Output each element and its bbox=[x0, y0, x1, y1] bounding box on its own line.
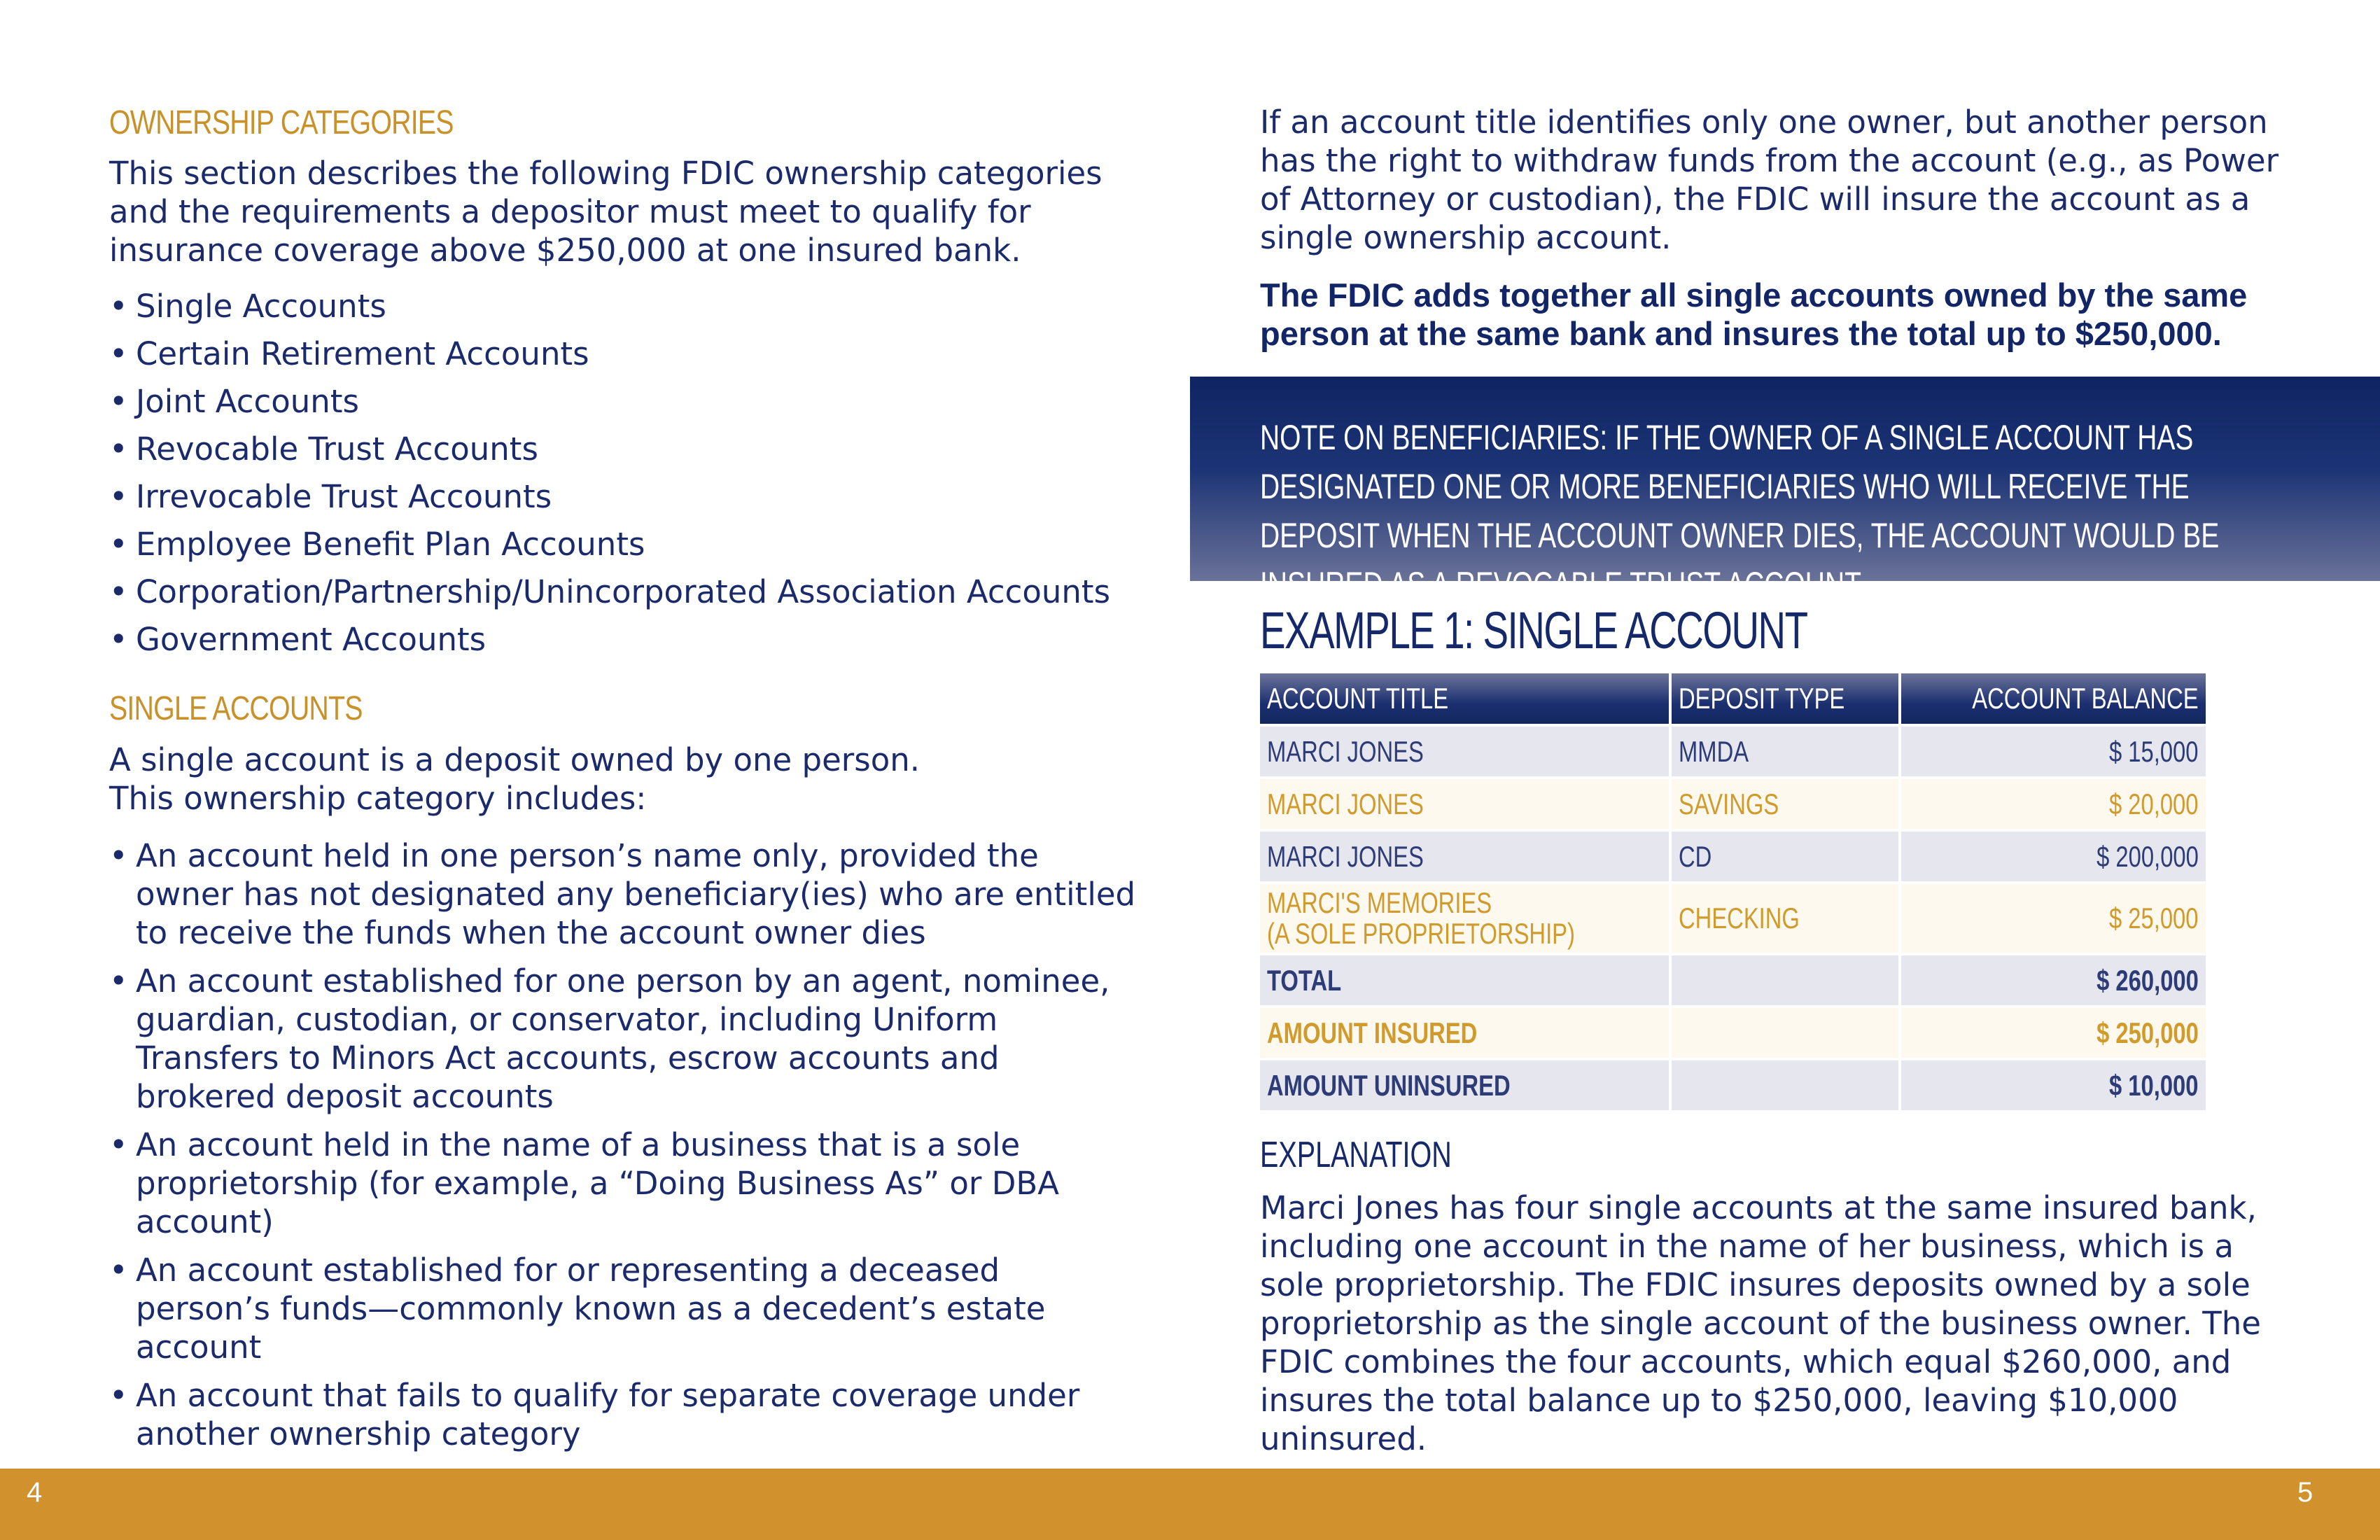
category-list bbox=[109, 283, 1159, 664]
cell-balance: $ 15,000 bbox=[1900, 725, 2207, 778]
cell-deposit-type: CD bbox=[1670, 830, 1900, 883]
header-account-balance: ACCOUNT BALANCE bbox=[1900, 673, 2207, 725]
right-page-number: 5 bbox=[2297, 1477, 2314, 1508]
uninsured-row bbox=[1260, 1059, 2207, 1112]
cell-uninsured-label: AMOUNT UNINSURED bbox=[1260, 1059, 1670, 1112]
table-header-row bbox=[1260, 673, 2207, 725]
list-item: • Irrevocable Trust Accounts bbox=[109, 473, 1159, 521]
cell-deposit-type: CHECKING bbox=[1670, 883, 1900, 954]
cell-account-title: MARCI'S MEMORIES (A SOLE PROPRIETORSHIP) bbox=[1260, 883, 1670, 954]
cell-account-title: MARCI JONES bbox=[1260, 830, 1670, 883]
list-item: • An account established for one person by an agent, nominee, guardian, custodian, or conservator, including Uniform Transfers to Minors Act accounts, escrow accounts and brokered deposit accounts bbox=[109, 962, 1138, 1116]
cell-insured-label: AMOUNT INSURED bbox=[1260, 1007, 1670, 1059]
table-row bbox=[1260, 830, 2207, 883]
cell-balance: $ 20,000 bbox=[1900, 778, 2207, 830]
header-account-title: ACCOUNT TITLE bbox=[1260, 673, 1670, 725]
beneficiaries-note: NOTE ON BENEFICIARIES: IF THE OWNER OF A SINGLE ACCOUNT HAS DESIGNATED ONE OR MORE BENEFICIARIES WHO WILL RECEIVE THE DEPOSIT WHEN THE ACCOUNT OWNER DIES, THE ACCOUNT WOULD BE INSURED AS A REVOCABLE TRUST ACCOUNT. bbox=[1260, 418, 2220, 604]
cell-uninsured-value: $ 10,000 bbox=[1900, 1059, 2207, 1112]
list-item: • An account that fails to qualify for separate coverage under another ownership category bbox=[109, 1376, 1138, 1453]
includes-list bbox=[109, 836, 1138, 1463]
cell-account-title: MARCI JONES bbox=[1260, 725, 1670, 778]
table-row bbox=[1260, 883, 2207, 954]
cell-insured-value: $ 250,000 bbox=[1900, 1007, 2207, 1059]
single-intro-1: A single account is a deposit owned by one person. bbox=[109, 741, 920, 778]
explanation-text: Marci Jones has four single accounts at the same insured bank, including one account in the name of her business, which is a sole proprietorship. The FDIC insures deposits owned by a sole proprietorship as the single account of the business owner. The FDIC combines the four accounts, which equal $260,000, and insures the total balance up to $250,000, leaving $10,000 uninsured. bbox=[1260, 1189, 2261, 1457]
list-item: • An account established for or representing a deceased person’s funds—commonly known as a decedent’s estate account bbox=[109, 1251, 1138, 1366]
left-page-number: 4 bbox=[27, 1477, 43, 1508]
ownership-intro: This section describes the following FDIC ownership categories and the requirements a depositor must meet to qualify for insurance coverage above $250,000 at one insured bank. bbox=[109, 155, 1102, 269]
list-item: • An account held in the name of a business that is a sole proprietorship (for example, a “Doing Business As” or DBA account) bbox=[109, 1126, 1138, 1241]
cell-balance: $ 200,000 bbox=[1900, 830, 2207, 883]
ownership-categories-heading: OWNERSHIP CATEGORIES bbox=[109, 104, 454, 141]
cell-total-label: TOTAL bbox=[1260, 954, 1670, 1007]
total-row bbox=[1260, 954, 2207, 1007]
list-item: • Employee Benefit Plan Accounts bbox=[109, 521, 1159, 568]
table-row bbox=[1260, 778, 2207, 830]
explanation-heading: EXPLANATION bbox=[1260, 1135, 1452, 1175]
cell-deposit-type: MMDA bbox=[1670, 725, 1900, 778]
list-item: • Government Accounts bbox=[109, 616, 1159, 664]
cell-account-title: MARCI JONES bbox=[1260, 778, 1670, 830]
list-item: • Certain Retirement Accounts bbox=[109, 330, 1159, 378]
example-title: EXAMPLE 1: SINGLE ACCOUNT bbox=[1260, 601, 1807, 659]
account-table bbox=[1260, 673, 2208, 1113]
list-item: • Single Accounts bbox=[109, 283, 1159, 330]
list-item: • Revocable Trust Accounts bbox=[109, 426, 1159, 473]
footer-bar bbox=[0, 1469, 2380, 1540]
cell-total-value: $ 260,000 bbox=[1900, 954, 2207, 1007]
header-deposit-type: DEPOSIT TYPE bbox=[1670, 673, 1900, 725]
single-intro-2: This ownership category includes: bbox=[109, 780, 647, 817]
list-item: • An account held in one person’s name only, provided the owner has not designated any beneficiary(ies) who are entitled to receive the funds when the account owner dies bbox=[109, 836, 1138, 952]
list-item: • Corporation/Partnership/Unincorporated Association Accounts bbox=[109, 568, 1159, 616]
cell-balance: $ 25,000 bbox=[1900, 883, 2207, 954]
cell-deposit-type: SAVINGS bbox=[1670, 778, 1900, 830]
fdic-total-statement: The FDIC adds together all single accounts owned by the same person at the same bank and insures the total up to $250,000. bbox=[1260, 276, 2248, 352]
insured-row bbox=[1260, 1007, 2207, 1059]
single-accounts-heading: SINGLE ACCOUNTS bbox=[109, 690, 363, 727]
beneficiaries-note-band bbox=[1190, 377, 2380, 604]
list-item: • Joint Accounts bbox=[109, 378, 1159, 426]
single-ownership-paragraph: If an account title identifies only one owner, but another person has the right to withdraw funds from the account (e.g., as Power of Attorney or custodian), the FDIC will insure the account as a single ownership account. bbox=[1260, 104, 2279, 256]
table-row bbox=[1260, 725, 2207, 778]
